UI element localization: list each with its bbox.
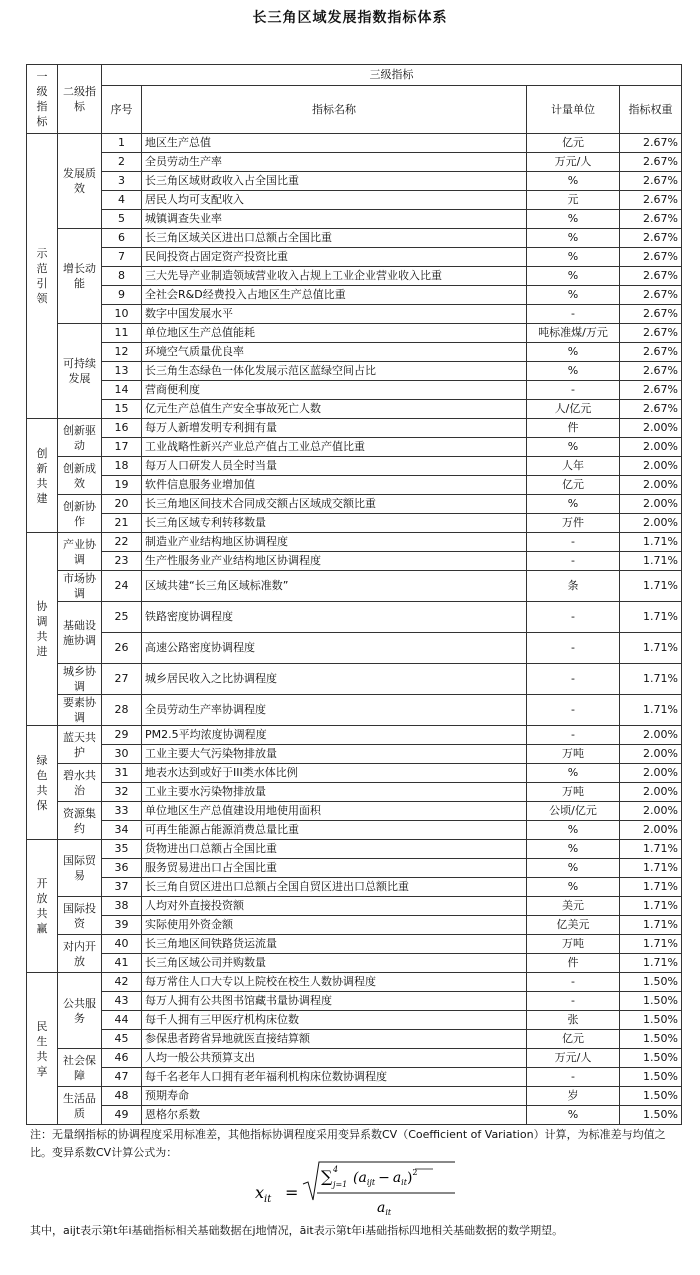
- table-row: [27, 134, 682, 153]
- unit-cell: %: [527, 859, 620, 878]
- level2-cell: 发展质效: [58, 134, 102, 229]
- indicator-name-cell: 民间投资占固定资产投资比重: [142, 248, 527, 267]
- seq-cell: 15: [102, 400, 142, 419]
- unit-cell: 亿元: [527, 1030, 620, 1049]
- level2-cell: 城乡协调: [58, 664, 102, 695]
- unit-cell: -: [527, 552, 620, 571]
- level2-cell: 国际投资: [58, 897, 102, 935]
- formula-equals: =: [285, 1183, 299, 1202]
- level1-cell: 民 生 共 享: [27, 973, 58, 1125]
- header-level3: 三级指标: [102, 65, 682, 86]
- table-row: [27, 1049, 682, 1068]
- unit-cell: 人年: [527, 457, 620, 476]
- weight-cell: 2.67%: [620, 305, 682, 324]
- seq-cell: 1: [102, 134, 142, 153]
- weight-cell: 1.71%: [620, 878, 682, 897]
- level1-cell: 协 调 共 进: [27, 533, 58, 726]
- indicator-name-cell: 亿元生产总值生产安全事故死亡人数: [142, 400, 527, 419]
- level2-cell: 生活品质: [58, 1087, 102, 1125]
- indicator-name-cell: 每千人拥有三甲医疗机构床位数: [142, 1011, 527, 1030]
- unit-cell: %: [527, 343, 620, 362]
- indicator-name-cell: 每万人口研发人员全时当量: [142, 457, 527, 476]
- unit-cell: 亿元: [527, 476, 620, 495]
- table-row: [27, 248, 682, 267]
- weight-cell: 2.67%: [620, 381, 682, 400]
- weight-cell: 2.67%: [620, 134, 682, 153]
- header-weight: 指标权重: [620, 86, 682, 134]
- table-row: [27, 664, 682, 695]
- weight-cell: 1.50%: [620, 1106, 682, 1125]
- unit-cell: -: [527, 381, 620, 400]
- table-row: [27, 1068, 682, 1087]
- weight-cell: 2.00%: [620, 802, 682, 821]
- table-row: [27, 878, 682, 897]
- weight-cell: 1.71%: [620, 840, 682, 859]
- seq-cell: 17: [102, 438, 142, 457]
- level2-cell: 要素协调: [58, 695, 102, 726]
- indicator-name-cell: 工业战略性新兴产业总产值占工业总产值比重: [142, 438, 527, 457]
- indicator-name-cell: 区域共建“长三角区域标准数”: [142, 571, 527, 602]
- weight-cell: 1.50%: [620, 992, 682, 1011]
- seq-cell: 10: [102, 305, 142, 324]
- unit-cell: 件: [527, 419, 620, 438]
- table-row: [27, 783, 682, 802]
- unit-cell: -: [527, 664, 620, 695]
- unit-cell: 件: [527, 954, 620, 973]
- table-row: [27, 267, 682, 286]
- weight-cell: 2.00%: [620, 783, 682, 802]
- weight-cell: 2.00%: [620, 438, 682, 457]
- table-row: [27, 286, 682, 305]
- table-row: [27, 324, 682, 343]
- cv-formula-graphic: [255, 1160, 465, 1222]
- formula-sum-lower: j=1: [333, 1180, 348, 1189]
- table-row: [27, 633, 682, 664]
- seq-cell: 7: [102, 248, 142, 267]
- seq-cell: 14: [102, 381, 142, 400]
- weight-cell: 1.50%: [620, 1030, 682, 1049]
- indicator-name-cell: 城镇调查失业率: [142, 210, 527, 229]
- unit-cell: %: [527, 286, 620, 305]
- weight-cell: 2.67%: [620, 172, 682, 191]
- weight-cell: 2.00%: [620, 476, 682, 495]
- formula-lhs: $x_{it}$: [255, 1183, 272, 1205]
- seq-cell: 47: [102, 1068, 142, 1087]
- table-row: [27, 802, 682, 821]
- indicator-name-cell: 长三角地区间技术合同成交额占区域成交额比重: [142, 495, 527, 514]
- table-row: [27, 897, 682, 916]
- unit-cell: 公顷/亿元: [527, 802, 620, 821]
- table-row: [27, 400, 682, 419]
- seq-cell: 8: [102, 267, 142, 286]
- formula-sum-upper: 4: [333, 1165, 339, 1174]
- indicator-name-cell: 环境空气质量优良率: [142, 343, 527, 362]
- level2-cell: 增长动能: [58, 229, 102, 324]
- seq-cell: 44: [102, 1011, 142, 1030]
- weight-cell: 2.00%: [620, 726, 682, 745]
- seq-cell: 18: [102, 457, 142, 476]
- indicator-name-cell: 单位地区生产总值建设用地使用面积: [142, 802, 527, 821]
- table-row: [27, 571, 682, 602]
- table-row: [27, 381, 682, 400]
- unit-cell: %: [527, 248, 620, 267]
- weight-cell: 1.71%: [620, 633, 682, 664]
- weight-cell: 1.50%: [620, 1011, 682, 1030]
- unit-cell: %: [527, 821, 620, 840]
- indicator-name-cell: 恩格尔系数: [142, 1106, 527, 1125]
- table-row: [27, 726, 682, 745]
- level2-cell: 公共服务: [58, 973, 102, 1049]
- unit-cell: -: [527, 973, 620, 992]
- seq-cell: 11: [102, 324, 142, 343]
- page-title: 长三角区域发展指数指标体系: [252, 10, 448, 26]
- weight-cell: 2.67%: [620, 324, 682, 343]
- seq-cell: 5: [102, 210, 142, 229]
- unit-cell: %: [527, 1106, 620, 1125]
- unit-cell: 万吨: [527, 745, 620, 764]
- seq-cell: 3: [102, 172, 142, 191]
- seq-cell: 9: [102, 286, 142, 305]
- unit-cell: -: [527, 992, 620, 1011]
- seq-cell: 31: [102, 764, 142, 783]
- unit-cell: %: [527, 210, 620, 229]
- seq-cell: 34: [102, 821, 142, 840]
- indicator-name-cell: 服务贸易进出口占全国比重: [142, 859, 527, 878]
- level2-cell: 资源集约: [58, 802, 102, 840]
- weight-cell: 2.00%: [620, 821, 682, 840]
- seq-cell: 13: [102, 362, 142, 381]
- indicator-name-cell: 长三角自贸区进出口总额占全国自贸区进出口总额比重: [142, 878, 527, 897]
- table-row: [27, 191, 682, 210]
- unit-cell: 亿元: [527, 134, 620, 153]
- seq-cell: 41: [102, 954, 142, 973]
- seq-cell: 43: [102, 992, 142, 1011]
- note-text-2: 其中，aijt表示第t年i基础指标相关基础数据在j地情况，āit表示第t年i基础指标四地相关基础数据的数学期望。: [30, 1224, 564, 1237]
- unit-cell: -: [527, 602, 620, 633]
- table-row: [27, 1030, 682, 1049]
- indicator-name-cell: 制造业产业结构地区协调程度: [142, 533, 527, 552]
- unit-cell: 万元/人: [527, 1049, 620, 1068]
- table-row: [27, 552, 682, 571]
- indicator-name-cell: 铁路密度协调程度: [142, 602, 527, 633]
- unit-cell: %: [527, 840, 620, 859]
- seq-cell: 30: [102, 745, 142, 764]
- indicator-name-cell: 长三角地区间铁路货运流量: [142, 935, 527, 954]
- weight-cell: 2.67%: [620, 267, 682, 286]
- weight-cell: 1.71%: [620, 571, 682, 602]
- unit-cell: -: [527, 633, 620, 664]
- level2-cell: 碧水共治: [58, 764, 102, 802]
- level1-cell: 绿 色 共 保: [27, 726, 58, 840]
- indicator-name-cell: 长三角生态绿色一体化发展示范区蓝绿空间占比: [142, 362, 527, 381]
- seq-cell: 28: [102, 695, 142, 726]
- unit-cell: %: [527, 438, 620, 457]
- table-row: [27, 362, 682, 381]
- table-row: [27, 1011, 682, 1030]
- level2-cell: 创新驱动: [58, 419, 102, 457]
- table-row: [27, 438, 682, 457]
- indicator-name-cell: 人均对外直接投资额: [142, 897, 527, 916]
- indicator-name-cell: 全员劳动生产率协调程度: [142, 695, 527, 726]
- level1-cell: 示 范 引 领: [27, 134, 58, 419]
- seq-cell: 38: [102, 897, 142, 916]
- level2-cell: 国际贸易: [58, 840, 102, 897]
- weight-cell: 2.00%: [620, 419, 682, 438]
- table-row: [27, 840, 682, 859]
- table-row: [27, 1087, 682, 1106]
- unit-cell: 万件: [527, 514, 620, 533]
- weight-cell: 2.67%: [620, 362, 682, 381]
- unit-cell: %: [527, 878, 620, 897]
- indicator-name-cell: 三大先导产业制造领域营业收入占规上工业企业营业收入比重: [142, 267, 527, 286]
- table-row: [27, 419, 682, 438]
- seq-cell: 26: [102, 633, 142, 664]
- indicator-name-cell: 工业主要水污染物排放量: [142, 783, 527, 802]
- seq-cell: 32: [102, 783, 142, 802]
- weight-cell: 2.00%: [620, 457, 682, 476]
- seq-cell: 42: [102, 973, 142, 992]
- table-row: [27, 916, 682, 935]
- header-name: 指标名称: [142, 86, 527, 134]
- level2-cell: 社会保障: [58, 1049, 102, 1087]
- seq-cell: 23: [102, 552, 142, 571]
- unit-cell: 岁: [527, 1087, 620, 1106]
- weight-cell: 1.71%: [620, 533, 682, 552]
- seq-cell: 35: [102, 840, 142, 859]
- indicator-name-cell: 营商便利度: [142, 381, 527, 400]
- seq-cell: 48: [102, 1087, 142, 1106]
- indicator-name-cell: 人均一般公共预算支出: [142, 1049, 527, 1068]
- indicator-name-cell: 每万常住人口大专以上院校在校生人数协调程度: [142, 973, 527, 992]
- indicator-name-cell: 实际使用外资金额: [142, 916, 527, 935]
- level1-cell: 创 新 共 建: [27, 419, 58, 533]
- seq-cell: 49: [102, 1106, 142, 1125]
- table-row: [27, 764, 682, 783]
- indicator-name-cell: 预期寿命: [142, 1087, 527, 1106]
- weight-cell: 2.67%: [620, 248, 682, 267]
- header-unit: 计量单位: [527, 86, 620, 134]
- seq-cell: 2: [102, 153, 142, 172]
- seq-cell: 46: [102, 1049, 142, 1068]
- header-row: [27, 65, 682, 86]
- indicator-name-cell: 长三角区域财政收入占全国比重: [142, 172, 527, 191]
- unit-cell: %: [527, 229, 620, 248]
- indicator-name-cell: 地区生产总值: [142, 134, 527, 153]
- note-text: 注：无量纲指标的协调程度采用标准差，其他指标协调程度采用变异系数CV（Coefficient of Variation）计算，为标准差与均值之比。变异系数CV计算公式为：: [30, 1128, 666, 1159]
- weight-cell: 1.50%: [620, 1087, 682, 1106]
- weight-cell: 1.50%: [620, 1049, 682, 1068]
- table-row: [27, 153, 682, 172]
- weight-cell: 2.67%: [620, 153, 682, 172]
- indicator-name-cell: 高速公路密度协调程度: [142, 633, 527, 664]
- level1-cell: 开 放 共 赢: [27, 840, 58, 973]
- formula-denominator: $a_{it}$: [377, 1200, 392, 1217]
- table-row: [27, 495, 682, 514]
- unit-cell: 元: [527, 191, 620, 210]
- level2-cell: 创新协作: [58, 495, 102, 533]
- weight-cell: 2.67%: [620, 286, 682, 305]
- weight-cell: 1.71%: [620, 552, 682, 571]
- indicator-name-cell: 参保患者跨省异地就医直接结算额: [142, 1030, 527, 1049]
- table-row: [27, 695, 682, 726]
- header-level1: 一 级 指 标: [27, 65, 58, 134]
- seq-cell: 22: [102, 533, 142, 552]
- seq-cell: 33: [102, 802, 142, 821]
- table-row: [27, 935, 682, 954]
- table-row: [27, 821, 682, 840]
- indicator-name-cell: 长三角区域公司并购数量: [142, 954, 527, 973]
- weight-cell: 1.71%: [620, 935, 682, 954]
- unit-cell: 人/亿元: [527, 400, 620, 419]
- indicator-name-cell: 全员劳动生产率: [142, 153, 527, 172]
- seq-cell: 20: [102, 495, 142, 514]
- seq-cell: 45: [102, 1030, 142, 1049]
- weight-cell: 2.67%: [620, 400, 682, 419]
- unit-cell: %: [527, 764, 620, 783]
- weight-cell: 1.71%: [620, 916, 682, 935]
- seq-cell: 6: [102, 229, 142, 248]
- indicator-name-cell: 每万人新增发明专利拥有量: [142, 419, 527, 438]
- level2-cell: 蓝天共护: [58, 726, 102, 764]
- seq-cell: 16: [102, 419, 142, 438]
- unit-cell: 美元: [527, 897, 620, 916]
- level2-cell: 市场协调: [58, 571, 102, 602]
- table-row: [27, 229, 682, 248]
- level2-cell: 创新成效: [58, 457, 102, 495]
- unit-cell: -: [527, 695, 620, 726]
- unit-cell: 张: [527, 1011, 620, 1030]
- weight-cell: 2.67%: [620, 210, 682, 229]
- weight-cell: 2.67%: [620, 191, 682, 210]
- table-row: [27, 745, 682, 764]
- seq-cell: 25: [102, 602, 142, 633]
- weight-cell: 1.50%: [620, 1068, 682, 1087]
- table-row: [27, 1106, 682, 1125]
- indicator-name-cell: 单位地区生产总值能耗: [142, 324, 527, 343]
- indicator-name-cell: 城乡居民收入之比协调程度: [142, 664, 527, 695]
- indicator-name-cell: 每万人拥有公共图书馆藏书量协调程度: [142, 992, 527, 1011]
- table-row: [27, 602, 682, 633]
- seq-cell: 40: [102, 935, 142, 954]
- formula-sum: ∑: [321, 1167, 333, 1186]
- table-row: [27, 172, 682, 191]
- unit-cell: %: [527, 172, 620, 191]
- weight-cell: 2.00%: [620, 764, 682, 783]
- weight-cell: 2.67%: [620, 343, 682, 362]
- table-row: [27, 457, 682, 476]
- table-row: [27, 533, 682, 552]
- seq-cell: 21: [102, 514, 142, 533]
- unit-cell: 万吨: [527, 935, 620, 954]
- unit-cell: -: [527, 305, 620, 324]
- table-row: [27, 210, 682, 229]
- unit-cell: 条: [527, 571, 620, 602]
- weight-cell: 2.00%: [620, 495, 682, 514]
- indicator-name-cell: 工业主要大气污染物排放量: [142, 745, 527, 764]
- weight-cell: 1.71%: [620, 897, 682, 916]
- table-row: [27, 476, 682, 495]
- indicator-name-cell: 货物进出口总额占全国比重: [142, 840, 527, 859]
- indicator-name-cell: 居民人均可支配收入: [142, 191, 527, 210]
- indicator-name-cell: 每千名老年人口拥有老年福利机构床位数协调程度: [142, 1068, 527, 1087]
- level2-cell: 对内开放: [58, 935, 102, 973]
- level2-cell: 基础设施协调: [58, 602, 102, 664]
- level2-cell: 可持续发展: [58, 324, 102, 419]
- header-row: [27, 86, 682, 134]
- level2-cell: 产业协调: [58, 533, 102, 571]
- weight-cell: 1.71%: [620, 695, 682, 726]
- seq-cell: 19: [102, 476, 142, 495]
- indicator-name-cell: 软件信息服务业增加值: [142, 476, 527, 495]
- indicator-name-cell: PM2.5平均浓度协调程度: [142, 726, 527, 745]
- weight-cell: 1.50%: [620, 973, 682, 992]
- weight-cell: 1.71%: [620, 859, 682, 878]
- weight-cell: 2.67%: [620, 229, 682, 248]
- header-seq: 序号: [102, 86, 142, 134]
- unit-cell: 吨标准煤/万元: [527, 324, 620, 343]
- table-row: [27, 305, 682, 324]
- seq-cell: 27: [102, 664, 142, 695]
- table-row: [27, 992, 682, 1011]
- indicator-table: [26, 64, 682, 1125]
- unit-cell: 万吨: [527, 783, 620, 802]
- seq-cell: 29: [102, 726, 142, 745]
- seq-cell: 39: [102, 916, 142, 935]
- weight-cell: 2.00%: [620, 745, 682, 764]
- table-row: [27, 514, 682, 533]
- indicator-name-cell: 全社会R&D经费投入占地区生产总值比重: [142, 286, 527, 305]
- unit-cell: -: [527, 533, 620, 552]
- indicator-name-cell: 可再生能源占能源消费总量比重: [142, 821, 527, 840]
- seq-cell: 37: [102, 878, 142, 897]
- unit-cell: -: [527, 726, 620, 745]
- weight-cell: 1.71%: [620, 664, 682, 695]
- indicator-name-cell: 长三角区域关区进出口总额占全国比重: [142, 229, 527, 248]
- weight-cell: 2.00%: [620, 514, 682, 533]
- table-row: [27, 343, 682, 362]
- seq-cell: 24: [102, 571, 142, 602]
- indicator-name-cell: 生产性服务业产业结构地区协调程度: [142, 552, 527, 571]
- weight-cell: 1.71%: [620, 602, 682, 633]
- formula-numerator: $(a_{ijt} - a_{it})^2$: [353, 1168, 418, 1187]
- table-row: [27, 859, 682, 878]
- table-row: [27, 954, 682, 973]
- unit-cell: 万元/人: [527, 153, 620, 172]
- unit-cell: %: [527, 362, 620, 381]
- indicator-name-cell: 地表水达到或好于III类水体比例: [142, 764, 527, 783]
- unit-cell: %: [527, 267, 620, 286]
- seq-cell: 12: [102, 343, 142, 362]
- seq-cell: 36: [102, 859, 142, 878]
- unit-cell: -: [527, 1068, 620, 1087]
- indicator-name-cell: 数字中国发展水平: [142, 305, 527, 324]
- header-level2: 二级指标: [58, 65, 102, 134]
- unit-cell: 亿美元: [527, 916, 620, 935]
- unit-cell: %: [527, 495, 620, 514]
- weight-cell: 1.71%: [620, 954, 682, 973]
- seq-cell: 4: [102, 191, 142, 210]
- table-row: [27, 973, 682, 992]
- indicator-name-cell: 长三角区域专利转移数量: [142, 514, 527, 533]
